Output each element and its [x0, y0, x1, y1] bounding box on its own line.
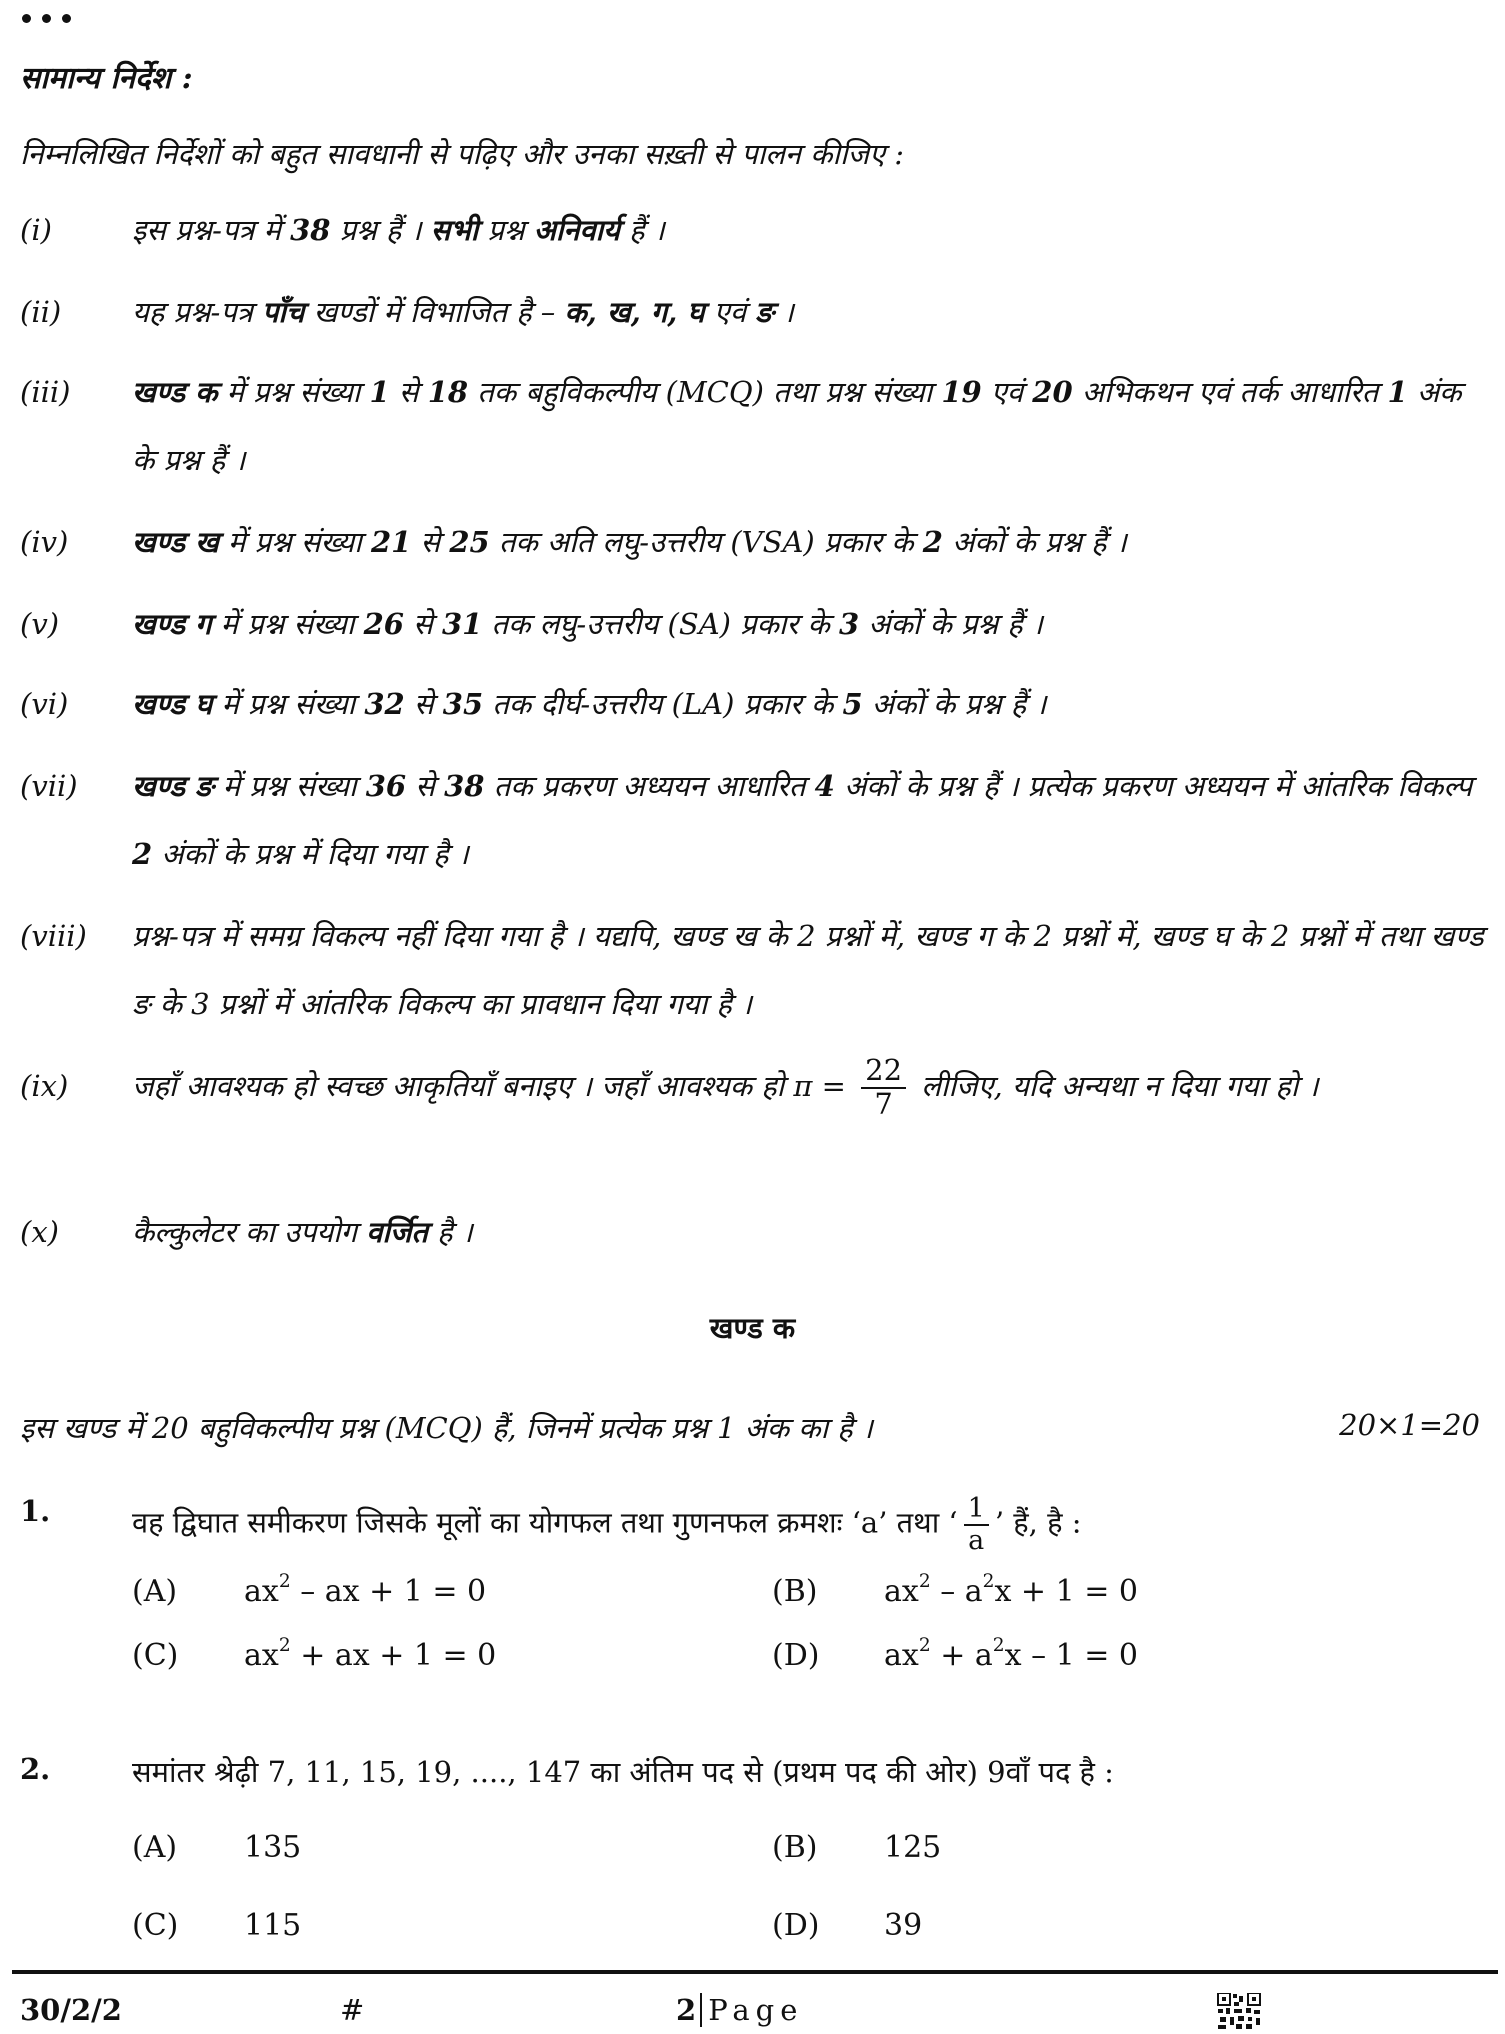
instruction-item: (ix) जहाँ आवश्यक हो स्वच्छ आकृतियाँ बनाइए । जहाँ आवश्यक हो π = $\frac{22}{7}$ लीजिए, यदि अन्यथा न दिया गया हो । [20, 1053, 1319, 1121]
instructions-intro: निम्नलिखित निर्देशों को बहुत सावधानी से पढ़िए और उनका सख़्ती से पालन कीजिए : [20, 137, 905, 171]
option-a[interactable]: (A) $ax^2$ – ax + 1 = 0 [132, 1571, 487, 1609]
fraction-1-a: $\frac{1}{a}$ [964, 1494, 989, 1555]
instruction-item: (iv) खण्ड ख में प्रश्न संख्या 21 से 25 तक अति लघु-उत्तरीय (VSA) प्रकार के 2 अंकों के प्रश्न हैं । [20, 525, 1127, 559]
paper-code: 30/2/2 [20, 1993, 122, 2027]
option-a[interactable]: (A) 135 [132, 1830, 302, 1865]
question-2: 2. समांतर श्रेढ़ी 7, 11, 15, 19, ...., 147 का अंतिम पद से (प्रथम पद की ओर) 9वाँ पद है : [20, 1752, 1114, 1789]
instruction-item: (viii) प्रश्न-पत्र में समग्र विकल्प नहीं दिया गया है । यद्यपि, खण्ड ख के 2 प्रश्नों में, खण्ड ग के 2 प्रश्नों में, खण्ड घ के 2 प्रश्नों में तथा खण्ड ङ के 3 प्रश्नों में आंतरिक विकल्प का प्रावधान दिया गया है । [20, 919, 1484, 1021]
instruction-item: (x) कैल्कुलेटर का उपयोग वर्जित है । [20, 1215, 473, 1249]
option-d[interactable]: (D) $ax^2 + a^2x - 1 = 0$ [772, 1635, 1138, 1673]
instruction-item: (vii) खण्ड ङ में प्रश्न संख्या 36 से 38 तक प्रकरण अध्ययन आधारित 4 अंकों के प्रश्न हैं । प्रत्येक प्रकरण अध्ययन में आंतरिक विकल्प 2 अंकों के प्रश्न में दिया गया है । [20, 769, 1473, 871]
instruction-item: (ii) यह प्रश्न-पत्र पाँच खण्डों में विभाजित है – क, ख, ग, घ एवं ङ । [20, 295, 794, 329]
qr-code-icon [1208, 1993, 1270, 2031]
footer-divider [12, 1970, 1498, 1974]
option-c[interactable]: (C) 115 [132, 1908, 302, 1943]
option-d[interactable]: (D) 39 [772, 1908, 923, 1943]
fraction-22-7: $\frac{22}{7}$ [861, 1055, 906, 1121]
top-dots [22, 6, 82, 28]
instruction-item: (vi) खण्ड घ में प्रश्न संख्या 32 से 35 तक दीर्घ-उत्तरीय (LA) प्रकार के 5 अंकों के प्रश्न हैं । [20, 687, 1047, 721]
option-b[interactable]: (B) $ax^2 - a^2x + 1 = 0$ [772, 1571, 1138, 1609]
instruction-item: (i) इस प्रश्न-पत्र में 38 प्रश्न हैं । सभी प्रश्न अनिवार्य हैं । [20, 213, 665, 247]
instruction-item: (v) खण्ड ग में प्रश्न संख्या 26 से 31 तक लघु-उत्तरीय (SA) प्रकार के 3 अंकों के प्रश्न हैं । [20, 607, 1043, 641]
instruction-item: (iii) खण्ड क में प्रश्न संख्या 1 से 18 तक बहुविकल्पीय (MCQ) तथा प्रश्न संख्या 19 एवं 20 अभिकथन एवं तर्क आधारित 1 अंक के प्रश्न हैं । [20, 375, 1462, 477]
section-note: इस खण्ड में 20 बहुविकल्पीय प्रश्न (MCQ) हैं, जिनमें प्रत्येक प्रश्न 1 अंक का है । 20×1=20 [20, 1408, 1480, 1445]
question-1: 1. वह द्विघात समीकरण जिसके मूलों का योगफल तथा गुणनफल क्रमशः ‘a’ तथा ‘ $\frac{1}{a}$ ’ हैं, है : [20, 1493, 1082, 1556]
section-title: खण्ड क [709, 1311, 796, 1345]
section-marks: 20×1=20 [1339, 1408, 1480, 1442]
page-number: 2 Page [676, 1993, 804, 2027]
option-c[interactable]: (C) $ax^2$ + ax + 1 = 0 [132, 1635, 497, 1673]
option-b[interactable]: (B) 125 [772, 1830, 942, 1865]
instructions-heading: सामान्य निर्देश : [20, 61, 193, 96]
hash-mark: # [340, 1993, 365, 2027]
